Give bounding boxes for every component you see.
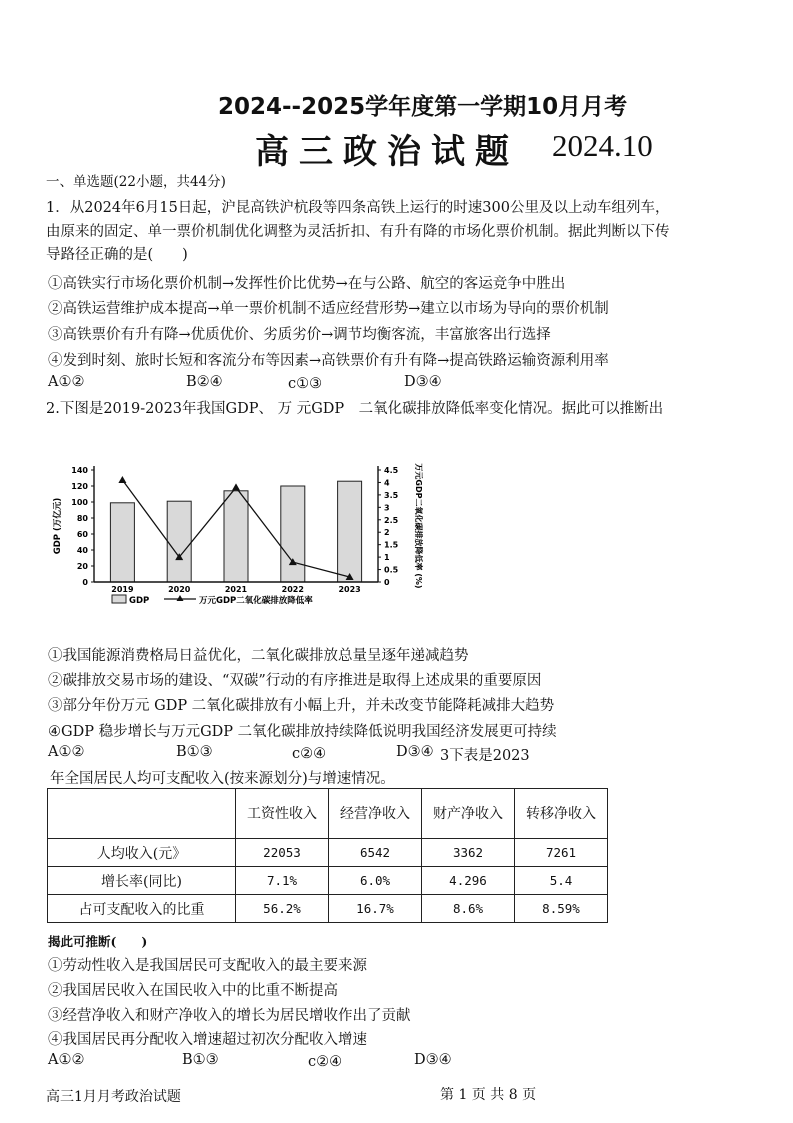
gdp-bar xyxy=(167,501,191,582)
legend-bar-swatch xyxy=(112,595,126,603)
left-tick-label: 100 xyxy=(71,498,88,507)
q1-line3: 导路径正确的是( ) xyxy=(46,247,188,263)
category-label: 2021 xyxy=(224,585,248,594)
right-tick-label: 4.5 xyxy=(384,466,399,475)
left-tick-label: 140 xyxy=(71,466,88,475)
table-cell: 7.1% xyxy=(236,867,329,895)
table-header-row xyxy=(48,789,608,839)
table-row xyxy=(48,867,608,895)
q2-option-b: B①③ xyxy=(176,744,213,760)
right-tick-label: 3 xyxy=(384,503,390,513)
q1-option-c: c①③ xyxy=(288,376,323,392)
right-tick-label: 3.5 xyxy=(384,490,399,500)
q2-item-3: ③部分年份万元 GDP 二氧化碳排放有小幅上升，并未改变节能降耗减排大趋势 xyxy=(48,698,555,714)
right-tick-label: 2.5 xyxy=(384,515,399,525)
gdp-bar xyxy=(281,486,305,582)
left-tick-label: 120 xyxy=(71,482,88,491)
right-tick-label: 1 xyxy=(384,553,390,563)
table-header-cell xyxy=(48,789,236,839)
q1-option-d: D③④ xyxy=(404,374,442,390)
table-cell: 人均收入(元》 xyxy=(48,839,236,867)
emission-point xyxy=(118,476,126,483)
right-tick-label: 0.5 xyxy=(384,565,399,575)
table-row xyxy=(48,839,608,867)
q3-item-1: ①劳动性收入是我国居民可支配收入的最主要来源 xyxy=(48,958,367,974)
q1-item-4: ④发到时刻、旅时长短和客流分布等因素→高铁票价有升有降→提高铁路运输资源利用率 xyxy=(48,353,609,369)
left-tick-label: 80 xyxy=(76,514,88,523)
exam-date: 2024.10 xyxy=(552,128,653,163)
table-header-cell: 转移净收入 xyxy=(515,789,608,839)
right-tick-label: 0 xyxy=(384,578,390,587)
q3-intro: 年全国居民人均可支配收入(按来源划分)与增速情况。 xyxy=(50,771,395,787)
q3-intro-start: 3下表是2023 xyxy=(440,748,530,764)
q3-item-4: ④我国居民再分配收入增速超过初次分配收入增速 xyxy=(48,1032,367,1048)
gdp-bar xyxy=(224,491,248,582)
table-cell: 4.296 xyxy=(422,867,515,895)
q1-item-2: ②高铁运营维护成本提高→单一票价机制不适应经营形势→建立以市场为导向的票价机制 xyxy=(48,301,609,317)
gdp-bar xyxy=(110,503,134,582)
right-tick-label: 2 xyxy=(384,528,390,538)
category-label: 2023 xyxy=(338,585,361,594)
table-cell: 7261 xyxy=(515,839,608,867)
right-axis-title: 万元GDP二氧化碳排放降低率 (%) xyxy=(414,463,423,589)
category-label: 2019 xyxy=(111,585,134,594)
table-cell: 8.6% xyxy=(422,895,515,923)
left-axis-title: GDP (万亿元) xyxy=(53,497,63,555)
left-tick-label: 60 xyxy=(76,530,88,539)
table-cell: 56.2% xyxy=(236,895,329,923)
right-tick-label: 1.5 xyxy=(384,540,399,550)
legend-line-marker xyxy=(177,595,184,601)
table-cell: 22053 xyxy=(236,839,329,867)
q3-item-3: ③经营净收入和财产净收入的增长为居民增收作出了贡献 xyxy=(48,1008,411,1024)
q1-line1: 1．从2024年6月15日起，沪昆高铁沪杭段等四条高铁上运行的时速300公里及以上动车组列车， xyxy=(46,200,670,216)
q3-stem: 揭此可推断( ) xyxy=(48,934,148,949)
q2-item-4: ④GDP 稳步增长与万元GDP 二氧化碳排放持续降低说明我国经济发展更可持续 xyxy=(48,724,557,740)
q1-option-a: A①② xyxy=(48,374,85,390)
q2-line1: 2.下图是2019-2023年我国GDP、 万 元GDP 二氧化碳排放降低率变化情况。据此可以推断出 xyxy=(46,401,664,417)
gdp-bar xyxy=(338,481,362,582)
table-cell: 16.7% xyxy=(329,895,422,923)
q2-option-c: c②④ xyxy=(292,746,327,762)
table-header-cell: 财产净收入 xyxy=(422,789,515,839)
q3-option-b: B①③ xyxy=(182,1052,219,1068)
table-cell: 6542 xyxy=(329,839,422,867)
right-tick-label: 4 xyxy=(384,478,390,488)
q2-option-a: A①② xyxy=(48,744,85,760)
section-heading: 一、单选题(22小题，共44分) xyxy=(46,174,226,190)
left-tick-label: 20 xyxy=(76,562,88,571)
emission-point xyxy=(232,483,240,490)
gdp-emission-chart xyxy=(48,456,448,612)
q3-option-d: D③④ xyxy=(414,1052,452,1068)
table-cell: 8.59% xyxy=(515,895,608,923)
q2-option-d: D③④ xyxy=(396,744,434,760)
q1-item-3: ③高铁票价有升有降→优质优价、劣质劣价→调节均衡客流，丰富旅客出行选择 xyxy=(48,327,551,343)
q1-item-1: ①高铁实行市场化票价机制→发挥性价比优势→在与公路、航空的客运竞争中胜出 xyxy=(48,276,566,292)
left-tick-label: 40 xyxy=(76,546,88,555)
footer-page-number: 第 1 页 共 8 页 xyxy=(440,1087,537,1103)
income-table xyxy=(47,788,608,923)
legend-line-label: 万元GDP二氧化碳排放降低率 xyxy=(199,596,313,606)
table-cell: 3362 xyxy=(422,839,515,867)
exam-subtitle: 高三政治试题 xyxy=(255,132,519,172)
table-row xyxy=(48,895,608,923)
table-cell: 增长率(同比) xyxy=(48,867,236,895)
q3-option-a: A①② xyxy=(48,1052,85,1068)
footer-exam-name: 高三1月月考政治试题 xyxy=(46,1089,181,1105)
category-label: 2020 xyxy=(168,585,191,594)
table-header-cell: 经营净收入 xyxy=(329,789,422,839)
table-cell: 6.0% xyxy=(329,867,422,895)
left-tick-label: 0 xyxy=(82,578,88,587)
q2-item-2: ②碳排放交易市场的建设、“双碳”行动的有序推进是取得上述成果的重要原因 xyxy=(48,673,542,689)
q1-option-b: B②④ xyxy=(186,374,223,390)
table-header-cell: 工资性收入 xyxy=(236,789,329,839)
q2-item-1: ①我国能源消费格局日益优化，二氧化碳排放总量呈逐年递减趋势 xyxy=(48,648,469,664)
exam-title: 2024--2025学年度第一学期10月月考 xyxy=(218,94,628,120)
q3-option-c: c②④ xyxy=(308,1054,343,1070)
q3-item-2: ②我国居民收入在国民收入中的比重不断提高 xyxy=(48,983,338,999)
legend-bar-label: GDP xyxy=(129,596,150,606)
q1-line2: 由原来的固定、单一票价机制优化调整为灵活折扣、有升有降的市场化票价机制。据此判断以下传 xyxy=(46,224,670,240)
table-cell: 5.4 xyxy=(515,867,608,895)
category-label: 2022 xyxy=(281,585,304,594)
table-cell: 占可支配收入的比重 xyxy=(48,895,236,923)
